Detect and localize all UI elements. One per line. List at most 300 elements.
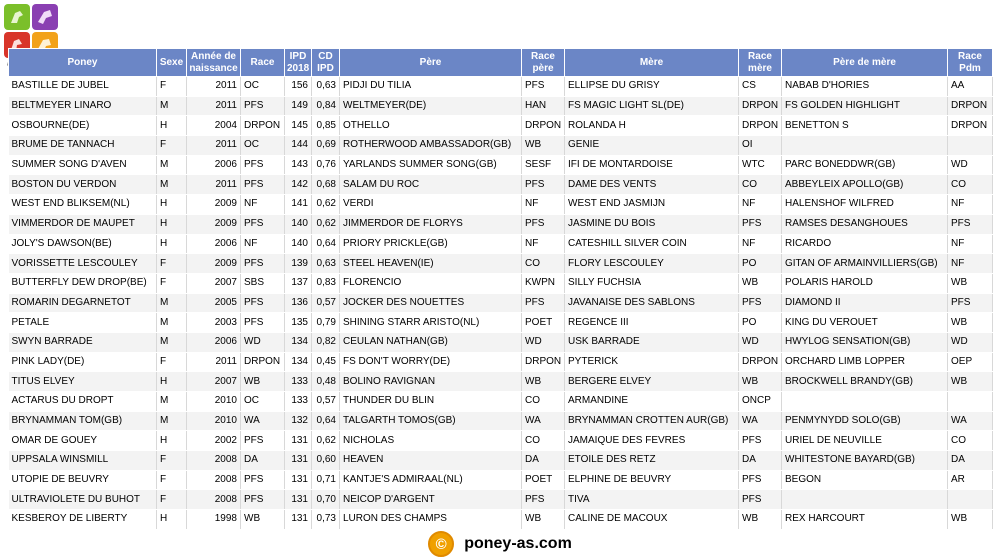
cell-cd-ipd: 0,57 xyxy=(312,392,340,412)
cell-poney-name: PINK LADY(DE) xyxy=(9,352,157,372)
cell-race-mere: PO xyxy=(739,313,782,333)
cell-pere-de-mere: ORCHARD LIMB LOPPER xyxy=(782,352,948,372)
cell-annee-naissance: 2011 xyxy=(187,352,241,372)
cell-race-mere: PFS xyxy=(739,293,782,313)
cell-mere: REGENCE III xyxy=(565,313,739,333)
cell-poney-name: BASTILLE DE JUBEL xyxy=(9,77,157,97)
cell-race-pere: CO xyxy=(522,392,565,412)
cell-pere-de-mere: FS GOLDEN HIGHLIGHT xyxy=(782,96,948,116)
cell-cd-ipd: 0,64 xyxy=(312,411,340,431)
table-row xyxy=(9,136,993,156)
cell-race: DRPON xyxy=(241,352,285,372)
cell-race-pdm: OEP xyxy=(948,352,993,372)
table-row xyxy=(9,214,993,234)
cell-race: PFS xyxy=(241,490,285,510)
cell-ipd-2018: 134 xyxy=(285,332,312,352)
cell-race-pdm: WB xyxy=(948,372,993,392)
table-row xyxy=(9,332,993,352)
cell-sexe: F xyxy=(157,352,187,372)
cell-annee-naissance: 2007 xyxy=(187,372,241,392)
cell-cd-ipd: 0,48 xyxy=(312,372,340,392)
cell-race: WB xyxy=(241,372,285,392)
header-race-mere: Race mère xyxy=(739,49,782,77)
table-row xyxy=(9,451,993,471)
header-mere: Mère xyxy=(565,49,739,77)
cell-cd-ipd: 0,85 xyxy=(312,116,340,136)
cell-mere: IFI DE MONTARDOISE xyxy=(565,155,739,175)
cell-race-pere: WB xyxy=(522,510,565,530)
cell-sexe: M xyxy=(157,96,187,116)
cell-race-pere: KWPN xyxy=(522,273,565,293)
header-pere: Père xyxy=(340,49,522,77)
cell-sexe: F xyxy=(157,136,187,156)
cell-ipd-2018: 134 xyxy=(285,352,312,372)
cell-ipd-2018: 140 xyxy=(285,234,312,254)
cell-mere: JAVANAISE DES SABLONS xyxy=(565,293,739,313)
table-row xyxy=(9,431,993,451)
cell-mere: USK BARRADE xyxy=(565,332,739,352)
cell-race-mere: WB xyxy=(739,510,782,530)
cell-race-pdm: DRPON xyxy=(948,116,993,136)
cell-poney-name: ROMARIN DEGARNETOT xyxy=(9,293,157,313)
cell-mere: BERGERE ELVEY xyxy=(565,372,739,392)
cell-race-pdm xyxy=(948,490,993,510)
table-row xyxy=(9,77,993,97)
cell-race-pdm: NF xyxy=(948,234,993,254)
cell-cd-ipd: 0,63 xyxy=(312,77,340,97)
cell-race-mere: PFS xyxy=(739,214,782,234)
cell-poney-name: OMAR DE GOUEY xyxy=(9,431,157,451)
header-sexe: Sexe xyxy=(157,49,187,77)
cell-pere: SALAM DU ROC xyxy=(340,175,522,195)
cell-poney-name: SUMMER SONG D'AVEN xyxy=(9,155,157,175)
cell-annee-naissance: 2007 xyxy=(187,273,241,293)
cell-race: WD xyxy=(241,332,285,352)
cell-race: SBS xyxy=(241,273,285,293)
cell-sexe: M xyxy=(157,175,187,195)
table-row xyxy=(9,510,993,530)
cell-pere-de-mere: BEGON xyxy=(782,470,948,490)
cell-mere: CALINE DE MACOUX xyxy=(565,510,739,530)
cell-poney-name: OSBOURNE(DE) xyxy=(9,116,157,136)
cell-annee-naissance: 2011 xyxy=(187,136,241,156)
cell-annee-naissance: 2011 xyxy=(187,96,241,116)
cell-pere: NEICOP D'ARGENT xyxy=(340,490,522,510)
cell-pere: ROTHERWOOD AMBASSADOR(GB) xyxy=(340,136,522,156)
cell-ipd-2018: 132 xyxy=(285,411,312,431)
table-row xyxy=(9,490,993,510)
cell-race: OC xyxy=(241,136,285,156)
cell-race: OC xyxy=(241,392,285,412)
cell-race-mere: NF xyxy=(739,234,782,254)
cell-cd-ipd: 0,84 xyxy=(312,96,340,116)
cell-race-pdm: AA xyxy=(948,77,993,97)
header-cd-ipd: CD IPD xyxy=(312,49,340,77)
table-row xyxy=(9,155,993,175)
cell-sexe: H xyxy=(157,234,187,254)
cell-race-pere: HAN xyxy=(522,96,565,116)
header-race: Race xyxy=(241,49,285,77)
cell-pere: WELTMEYER(DE) xyxy=(340,96,522,116)
header-race-pere: Race père xyxy=(522,49,565,77)
cell-annee-naissance: 2003 xyxy=(187,313,241,333)
cell-sexe: F xyxy=(157,273,187,293)
cell-pere-de-mere: REX HARCOURT xyxy=(782,510,948,530)
cell-race-pdm: DA xyxy=(948,451,993,471)
cell-pere-de-mere: POLARIS HAROLD xyxy=(782,273,948,293)
cell-race: PFS xyxy=(241,470,285,490)
cell-pere-de-mere: NABAB D'HORIES xyxy=(782,77,948,97)
cell-mere: TIVA xyxy=(565,490,739,510)
cell-pere: BOLINO RAVIGNAN xyxy=(340,372,522,392)
cell-poney-name: UPPSALA WINSMILL xyxy=(9,451,157,471)
cell-pere-de-mere xyxy=(782,136,948,156)
cell-ipd-2018: 156 xyxy=(285,77,312,97)
cell-pere: STEEL HEAVEN(IE) xyxy=(340,254,522,274)
cell-sexe: M xyxy=(157,411,187,431)
cell-pere-de-mere: ABBEYLEIX APOLLO(GB) xyxy=(782,175,948,195)
cell-race-pdm: NF xyxy=(948,254,993,274)
cell-annee-naissance: 2008 xyxy=(187,470,241,490)
cell-cd-ipd: 0,63 xyxy=(312,254,340,274)
cell-cd-ipd: 0,76 xyxy=(312,155,340,175)
table-row xyxy=(9,195,993,215)
cell-ipd-2018: 140 xyxy=(285,214,312,234)
cell-race: PFS xyxy=(241,313,285,333)
cell-race-pere: PFS xyxy=(522,175,565,195)
cell-annee-naissance: 2006 xyxy=(187,332,241,352)
cell-sexe: M xyxy=(157,155,187,175)
cell-race-mere: CO xyxy=(739,175,782,195)
header-pere-de-mere: Père de mère xyxy=(782,49,948,77)
cell-cd-ipd: 0,45 xyxy=(312,352,340,372)
cell-race-mere: PFS xyxy=(739,470,782,490)
table-row xyxy=(9,392,993,412)
cell-race: DRPON xyxy=(241,116,285,136)
cell-race-pdm: WD xyxy=(948,155,993,175)
cell-race: DA xyxy=(241,451,285,471)
cell-ipd-2018: 143 xyxy=(285,155,312,175)
cell-poney-name: ACTARUS DU DROPT xyxy=(9,392,157,412)
cell-race-mere: WTC xyxy=(739,155,782,175)
cell-pere-de-mere: KING DU VEROUET xyxy=(782,313,948,333)
cell-ipd-2018: 145 xyxy=(285,116,312,136)
table-row xyxy=(9,372,993,392)
cell-annee-naissance: 2011 xyxy=(187,77,241,97)
cell-race-mere: PFS xyxy=(739,431,782,451)
cell-mere: ARMANDINE xyxy=(565,392,739,412)
cell-race-pdm: AR xyxy=(948,470,993,490)
cell-sexe: H xyxy=(157,195,187,215)
cell-race-mere: DRPON xyxy=(739,352,782,372)
cell-annee-naissance: 2008 xyxy=(187,451,241,471)
cell-race-mere: ONCP xyxy=(739,392,782,412)
cell-race-pere: DRPON xyxy=(522,116,565,136)
cell-mere: PYTERICK xyxy=(565,352,739,372)
cell-annee-naissance: 2009 xyxy=(187,195,241,215)
header-annee-naissance: Année de naissance xyxy=(187,49,241,77)
cell-pere-de-mere: DIAMOND II xyxy=(782,293,948,313)
cell-pere: TALGARTH TOMOS(GB) xyxy=(340,411,522,431)
cell-race-pere: DA xyxy=(522,451,565,471)
cell-race: PFS xyxy=(241,155,285,175)
cell-race-mere: WB xyxy=(739,273,782,293)
cell-race: PFS xyxy=(241,214,285,234)
cell-pere-de-mere: PENMYNYDD SOLO(GB) xyxy=(782,411,948,431)
cell-sexe: M xyxy=(157,332,187,352)
cell-mere: JASMINE DU BOIS xyxy=(565,214,739,234)
cell-cd-ipd: 0,83 xyxy=(312,273,340,293)
cell-ipd-2018: 141 xyxy=(285,195,312,215)
cell-pere: OTHELLO xyxy=(340,116,522,136)
cell-pere: LURON DES CHAMPS xyxy=(340,510,522,530)
poney-ranking-table xyxy=(8,48,993,530)
cell-pere: PRIORY PRICKLE(GB) xyxy=(340,234,522,254)
cell-sexe: F xyxy=(157,451,187,471)
cell-race: WB xyxy=(241,510,285,530)
cell-ipd-2018: 136 xyxy=(285,293,312,313)
table-row xyxy=(9,116,993,136)
cell-ipd-2018: 131 xyxy=(285,431,312,451)
cell-annee-naissance: 2008 xyxy=(187,490,241,510)
cell-mere: JAMAIQUE DES FEVRES xyxy=(565,431,739,451)
table-header-row xyxy=(9,49,993,77)
cell-mere: GENIE xyxy=(565,136,739,156)
cell-race-mere: WD xyxy=(739,332,782,352)
cell-cd-ipd: 0,71 xyxy=(312,470,340,490)
cell-annee-naissance: 1998 xyxy=(187,510,241,530)
logo-tile-green xyxy=(4,4,30,30)
cell-sexe: F xyxy=(157,254,187,274)
cell-ipd-2018: 149 xyxy=(285,96,312,116)
cell-pere-de-mere xyxy=(782,392,948,412)
cell-race-pere: WB xyxy=(522,372,565,392)
table-row xyxy=(9,352,993,372)
cell-cd-ipd: 0,62 xyxy=(312,431,340,451)
cell-pere-de-mere: GITAN OF ARMAINVILLIERS(GB) xyxy=(782,254,948,274)
cell-race-pere: NF xyxy=(522,195,565,215)
cell-race-pere: PFS xyxy=(522,293,565,313)
cell-sexe: F xyxy=(157,77,187,97)
cell-cd-ipd: 0,73 xyxy=(312,510,340,530)
cell-race-pere: WD xyxy=(522,332,565,352)
table-row xyxy=(9,96,993,116)
cell-race-pere: CO xyxy=(522,254,565,274)
cell-pere-de-mere: PARC BONEDDWR(GB) xyxy=(782,155,948,175)
cell-cd-ipd: 0,60 xyxy=(312,451,340,471)
header-race-pdm: Race Pdm xyxy=(948,49,993,77)
cell-race: PFS xyxy=(241,254,285,274)
table-row xyxy=(9,470,993,490)
cell-race-pere: WB xyxy=(522,136,565,156)
cell-poney-name: TITUS ELVEY xyxy=(9,372,157,392)
cell-pere: JOCKER DES NOUETTES xyxy=(340,293,522,313)
cell-pere-de-mere: BENETTON S xyxy=(782,116,948,136)
cell-ipd-2018: 135 xyxy=(285,313,312,333)
cell-race-pere: POET xyxy=(522,313,565,333)
cell-pere: JIMMERDOR DE FLORYS xyxy=(340,214,522,234)
cell-poney-name: BRYNAMMAN TOM(GB) xyxy=(9,411,157,431)
cell-ipd-2018: 137 xyxy=(285,273,312,293)
cell-pere-de-mere: WHITESTONE BAYARD(GB) xyxy=(782,451,948,471)
cell-race-pere: SESF xyxy=(522,155,565,175)
table-body xyxy=(9,77,993,530)
cell-ipd-2018: 139 xyxy=(285,254,312,274)
cell-pere-de-mere: HALENSHOF WILFRED xyxy=(782,195,948,215)
cell-poney-name: JOLY'S DAWSON(BE) xyxy=(9,234,157,254)
cell-race-mere: DRPON xyxy=(739,96,782,116)
cell-pere: PIDJI DU TILIA xyxy=(340,77,522,97)
table-row xyxy=(9,234,993,254)
cell-pere-de-mere: BROCKWELL BRANDY(GB) xyxy=(782,372,948,392)
logo-tile-purple xyxy=(32,4,58,30)
cell-pere: FLORENCIO xyxy=(340,273,522,293)
cell-annee-naissance: 2005 xyxy=(187,293,241,313)
table-row xyxy=(9,273,993,293)
table-row xyxy=(9,411,993,431)
cell-race-mere: WA xyxy=(739,411,782,431)
cell-cd-ipd: 0,68 xyxy=(312,175,340,195)
cell-race: PFS xyxy=(241,293,285,313)
cell-pere: KANTJE'S ADMIRAAL(NL) xyxy=(340,470,522,490)
cell-cd-ipd: 0,69 xyxy=(312,136,340,156)
cell-race-pdm: PFS xyxy=(948,214,993,234)
cell-annee-naissance: 2011 xyxy=(187,175,241,195)
cell-race-pere: DRPON xyxy=(522,352,565,372)
cell-pere: FS DON'T WORRY(DE) xyxy=(340,352,522,372)
cell-race: PFS xyxy=(241,431,285,451)
cell-race-mere: NF xyxy=(739,195,782,215)
cell-race-pere: CO xyxy=(522,431,565,451)
cell-pere: YARLANDS SUMMER SONG(GB) xyxy=(340,155,522,175)
cell-ipd-2018: 131 xyxy=(285,451,312,471)
cell-ipd-2018: 131 xyxy=(285,510,312,530)
cell-pere: CEULAN NATHAN(GB) xyxy=(340,332,522,352)
cell-race-mere: DA xyxy=(739,451,782,471)
cell-mere: ELLIPSE DU GRISY xyxy=(565,77,739,97)
cell-race-pere: PFS xyxy=(522,490,565,510)
cell-race-mere: CS xyxy=(739,77,782,97)
cell-race-pere: NF xyxy=(522,234,565,254)
cell-poney-name: KESBEROY DE LIBERTY xyxy=(9,510,157,530)
cell-mere: SILLY FUCHSIA xyxy=(565,273,739,293)
cell-pere-de-mere: URIEL DE NEUVILLE xyxy=(782,431,948,451)
cell-ipd-2018: 131 xyxy=(285,490,312,510)
cell-pere: THUNDER DU BLIN xyxy=(340,392,522,412)
cell-pere: HEAVEN xyxy=(340,451,522,471)
cell-sexe: F xyxy=(157,470,187,490)
cell-cd-ipd: 0,79 xyxy=(312,313,340,333)
cell-mere: WEST END JASMIJN xyxy=(565,195,739,215)
header-poney: Poney xyxy=(9,49,157,77)
cell-race-pdm: WB xyxy=(948,313,993,333)
cell-ipd-2018: 133 xyxy=(285,392,312,412)
cell-pere-de-mere: RAMSES DESANGHOUES xyxy=(782,214,948,234)
cell-race: PFS xyxy=(241,175,285,195)
cell-poney-name: VIMMERDOR DE MAUPET xyxy=(9,214,157,234)
cell-race-mere: PFS xyxy=(739,490,782,510)
cell-race-mere: PO xyxy=(739,254,782,274)
cell-cd-ipd: 0,62 xyxy=(312,214,340,234)
cell-race-pdm: WA xyxy=(948,411,993,431)
cell-race-mere: OI xyxy=(739,136,782,156)
cell-sexe: H xyxy=(157,372,187,392)
cell-annee-naissance: 2009 xyxy=(187,254,241,274)
cell-ipd-2018: 131 xyxy=(285,470,312,490)
cell-race-pere: PFS xyxy=(522,214,565,234)
cell-poney-name: VORISSETTE LESCOULEY xyxy=(9,254,157,274)
cell-ipd-2018: 142 xyxy=(285,175,312,195)
header-ipd-2018: IPD 2018 xyxy=(285,49,312,77)
cell-annee-naissance: 2006 xyxy=(187,234,241,254)
cell-annee-naissance: 2002 xyxy=(187,431,241,451)
cell-sexe: M xyxy=(157,293,187,313)
cell-annee-naissance: 2006 xyxy=(187,155,241,175)
cell-annee-naissance: 2010 xyxy=(187,411,241,431)
cell-annee-naissance: 2004 xyxy=(187,116,241,136)
cell-race: PFS xyxy=(241,96,285,116)
cell-race: WA xyxy=(241,411,285,431)
cell-race-pdm: PFS xyxy=(948,293,993,313)
cell-pere: SHINING STARR ARISTO(NL) xyxy=(340,313,522,333)
cell-pere-de-mere: RICARDO xyxy=(782,234,948,254)
copyright-icon: © xyxy=(428,531,454,557)
cell-poney-name: BOSTON DU VERDON xyxy=(9,175,157,195)
cell-sexe: H xyxy=(157,510,187,530)
cell-pere-de-mere: HWYLOG SENSATION(GB) xyxy=(782,332,948,352)
cell-pere: VERDI xyxy=(340,195,522,215)
cell-race-pdm: WB xyxy=(948,510,993,530)
cell-race: OC xyxy=(241,77,285,97)
cell-race-pdm: DRPON xyxy=(948,96,993,116)
cell-mere: ELPHINE DE BEUVRY xyxy=(565,470,739,490)
cell-cd-ipd: 0,82 xyxy=(312,332,340,352)
cell-race-pere: PFS xyxy=(522,77,565,97)
cell-mere: CATESHILL SILVER COIN xyxy=(565,234,739,254)
cell-poney-name: ULTRAVIOLETE DU BUHOT xyxy=(9,490,157,510)
cell-poney-name: BUTTERFLY DEW DROP(BE) xyxy=(9,273,157,293)
cell-race-pdm: NF xyxy=(948,195,993,215)
cell-pere: NICHOLAS xyxy=(340,431,522,451)
cell-race-pdm: WD xyxy=(948,332,993,352)
cell-mere: DAME DES VENTS xyxy=(565,175,739,195)
cell-poney-name: SWYN BARRADE xyxy=(9,332,157,352)
cell-race-pdm xyxy=(948,392,993,412)
cell-race: NF xyxy=(241,234,285,254)
cell-ipd-2018: 144 xyxy=(285,136,312,156)
table-row xyxy=(9,293,993,313)
cell-race-pdm: CO xyxy=(948,431,993,451)
table-row xyxy=(9,313,993,333)
cell-cd-ipd: 0,70 xyxy=(312,490,340,510)
cell-race-pdm xyxy=(948,136,993,156)
cell-race: NF xyxy=(241,195,285,215)
table-row xyxy=(9,175,993,195)
footer-site-name: poney-as.com xyxy=(464,535,572,552)
cell-cd-ipd: 0,57 xyxy=(312,293,340,313)
cell-sexe: H xyxy=(157,431,187,451)
cell-sexe: M xyxy=(157,392,187,412)
cell-race-mere: WB xyxy=(739,372,782,392)
cell-mere: ROLANDA H xyxy=(565,116,739,136)
cell-poney-name: BELTMEYER LINARO xyxy=(9,96,157,116)
footer xyxy=(0,530,1000,558)
cell-annee-naissance: 2009 xyxy=(187,214,241,234)
cell-cd-ipd: 0,64 xyxy=(312,234,340,254)
cell-sexe: F xyxy=(157,490,187,510)
cell-race-pere: WA xyxy=(522,411,565,431)
cell-poney-name: WEST END BLIKSEM(NL) xyxy=(9,195,157,215)
